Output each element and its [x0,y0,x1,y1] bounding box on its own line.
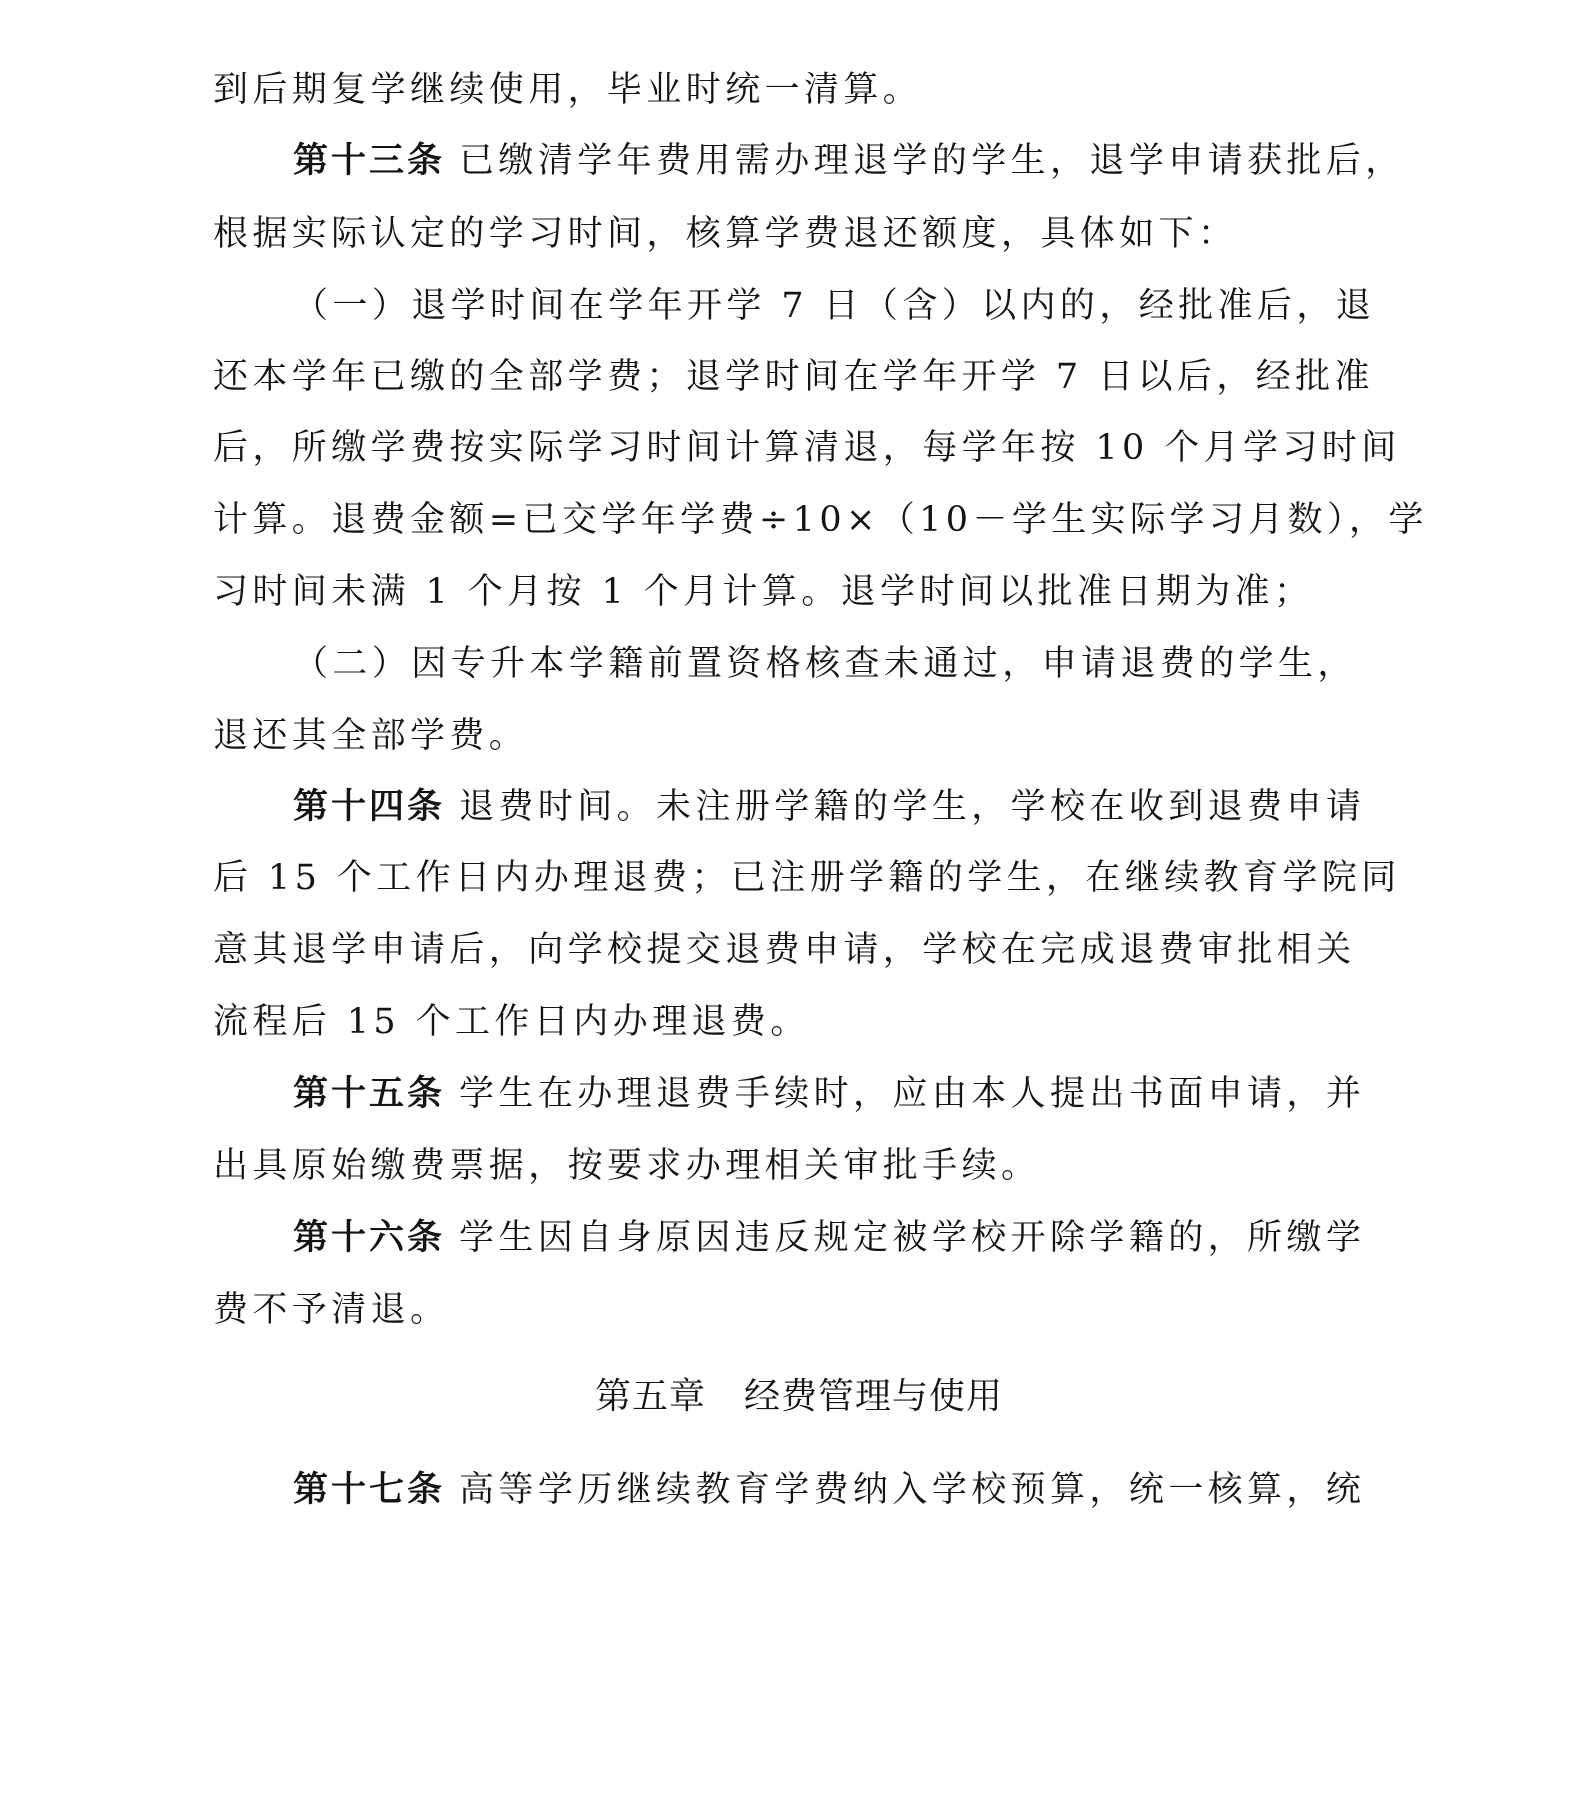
paragraph-line [213,357,1374,397]
paragraph-line [213,70,922,110]
line-text: 根据实际认定的学习时间，核算学费退还额度，具体如下： [213,214,1238,254]
line-text: 退费时间。未注册学籍的学生，学校在收到退费申请 [459,787,1366,827]
clause-2 [293,644,1357,684]
paragraph-line [213,716,528,756]
paragraph-line [213,1146,1040,1186]
line-text: （二）因专升本学籍前置资格核查未通过，申请退费的学生， [293,644,1357,684]
chapter-heading [213,1377,1385,1417]
article-heading: 第十四条 [293,787,446,827]
line-text: 意其退学申请后，向学校提交退费申请，学校在完成退费审批相关 [213,930,1356,970]
line-text: 流程后 15 个工作日内办理退费。 [213,1002,810,1042]
paragraph-line [213,1290,449,1330]
line-text: 出具原始缴费票据，按要求办理相关审批手续。 [213,1146,1041,1186]
paragraph-line [213,930,1356,970]
article-heading: 第十七条 [293,1470,446,1510]
line-text: 学生因自身原因违反规定被学校开除学籍的，所缴学 [459,1218,1366,1258]
article-heading: 第十五条 [293,1074,446,1114]
line-text: 高等学历继续教育学费纳入学校预算，统一核算，统 [459,1470,1366,1510]
line-text: 习时间未满 1 个月按 1 个月计算。退学时间以批准日期为准； [213,572,1314,612]
article-13 [293,141,1405,181]
article-17 [293,1470,1365,1510]
article-16 [293,1218,1365,1258]
line-text: （一）退学时间在学年开学 7 日（含）以内的，经批准后，退 [293,286,1376,326]
line-text: 后 15 个工作日内办理退费；已注册学籍的学生，在继续教育学院同 [213,858,1401,898]
article-14 [293,787,1365,827]
article-15 [293,1074,1365,1114]
paragraph-line [213,858,1401,898]
paragraph-line [213,428,1401,468]
line-text: 学生在办理退费手续时，应由本人提出书面申请，并 [459,1074,1366,1114]
chapter-title: 经费管理与使用 [744,1376,1004,1417]
line-text: 到后期复学继续使用，毕业时统一清算。 [213,70,923,110]
paragraph-line [213,214,1237,254]
article-heading: 第十三条 [293,141,446,181]
line-text: 退还其全部学费。 [213,716,529,756]
line-text: 费不予清退。 [213,1290,450,1330]
line-text: 后，所缴学费按实际学习时间计算清退，每学年按 10 个月学习时间 [213,428,1401,468]
line-text: 计算。退费金额=已交学年学费÷10×（10－学生实际学习月数），学 [213,500,1428,540]
paragraph-line [213,1002,810,1042]
article-heading: 第十六条 [293,1218,446,1258]
line-text: 还本学年已缴的全部学费；退学时间在学年开学 7 日以后，经批准 [213,357,1374,397]
chapter-number: 第五章 [594,1376,706,1417]
paragraph-line [213,572,1313,612]
paragraph-line [213,500,1428,540]
line-text: 已缴清学年费用需办理退学的学生，退学申请获批后， [459,141,1405,181]
clause-1 [293,286,1375,326]
